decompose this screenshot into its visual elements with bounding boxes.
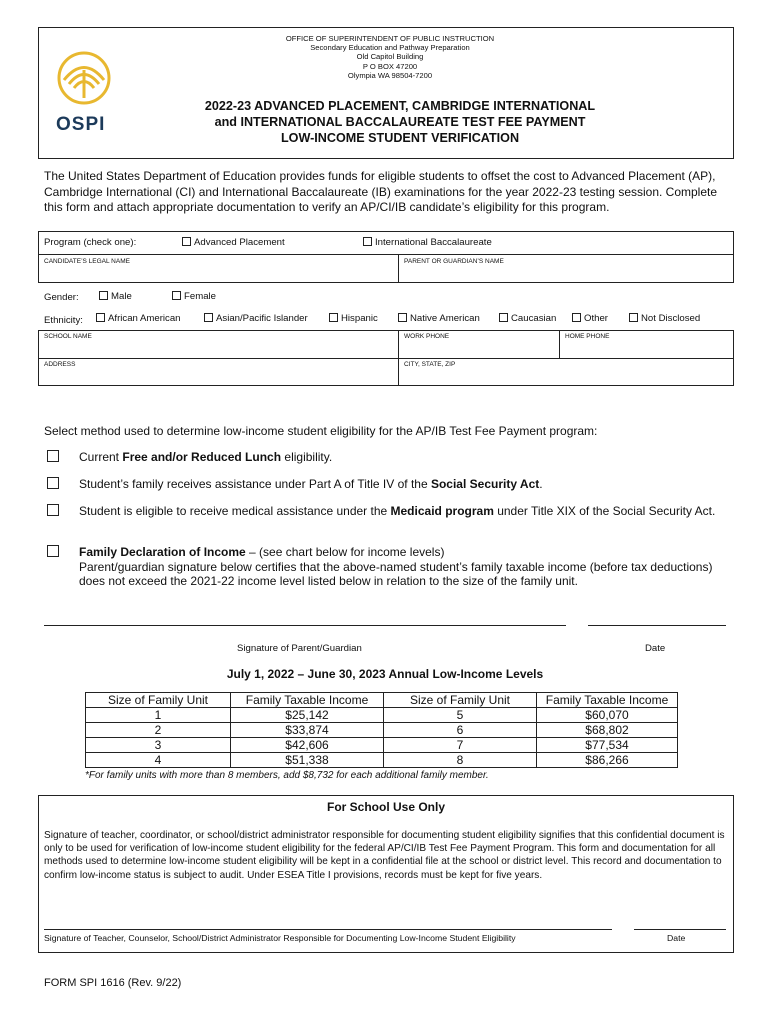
table-cell: $51,338 <box>231 753 384 768</box>
form-number: FORM SPI 1616 (Rev. 9/22) <box>44 977 182 989</box>
work-phone-label: WORK PHONE <box>404 333 450 340</box>
method-ssa-pre: Student’s family receives assistance under Part A of Title IV of the <box>79 477 431 491</box>
eth-caucasian-label: Caucasian <box>511 313 557 324</box>
parent-date-label: Date <box>645 643 666 654</box>
method-income-detail: Parent/guardian signature below certifies that the above-named student’s family taxable income (before tax deductions) does not exceed the 2021-22 income level listed below in relation to the size of the family unit. <box>79 559 713 588</box>
address-field[interactable] <box>38 358 399 386</box>
staff-date-label: Date <box>667 933 686 943</box>
eth-other-checkbox[interactable] <box>572 313 581 322</box>
eth-other-option[interactable] <box>572 313 608 324</box>
table-cell: 3 <box>86 738 231 753</box>
office-address <box>250 34 530 80</box>
table-header-cell: Family Taxable Income <box>231 693 384 708</box>
office-line: Secondary Education and Pathway Preparation <box>310 43 470 53</box>
staff-date-line[interactable] <box>634 929 726 930</box>
address-label: ADDRESS <box>44 361 76 368</box>
ethnicity-label: Ethnicity: <box>44 315 83 326</box>
title-line: and INTERNATIONAL BACCALAUREATE TEST FEE PAYMENT <box>214 115 586 129</box>
method-medicaid-pre: Student is eligible to receive medical assistance under the <box>79 504 391 518</box>
intro-paragraph: The United States Department of Education provides funds for eligible students to offset the cost to Advanced Placement (AP), Cambridge International (CI) and International Baccalaureate (IB) examinations for the year 2022-23 testing session. Complete this form and attach appropriate documentation to verify an AP/CI/IB candidate’s eligibility for this program. <box>44 169 718 214</box>
staff-signature-label: Signature of Teacher, Counselor, School/District Administrator Responsible for Documenting Low-Income Student Eligibility <box>44 933 516 943</box>
school-name-label: SCHOOL NAME <box>44 333 92 340</box>
program-ib-option[interactable] <box>363 237 492 248</box>
city-state-zip-label: CITY, STATE, ZIP <box>404 361 456 368</box>
program-ap-checkbox[interactable] <box>182 237 191 246</box>
method-income-text <box>79 545 729 589</box>
eth-hispanic-label: Hispanic <box>341 313 378 324</box>
eth-african-checkbox[interactable] <box>96 313 105 322</box>
program-ap-option[interactable] <box>182 237 285 248</box>
parent-name-label: PARENT OR GUARDIAN’S NAME <box>404 258 504 265</box>
gender-female-option[interactable] <box>172 291 216 302</box>
gender-label: Gender: <box>44 292 79 303</box>
eth-hispanic-option[interactable] <box>329 313 378 324</box>
method-ssa-text <box>79 477 729 492</box>
office-line: P O BOX 47200 <box>362 61 418 71</box>
method-income-checkbox[interactable] <box>47 545 59 557</box>
eth-african-label: African American <box>108 313 181 324</box>
title-line: LOW-INCOME STUDENT VERIFICATION <box>280 131 520 145</box>
table-header-cell: Size of Family Unit <box>384 693 537 708</box>
table-header-cell: Family Taxable Income <box>537 693 678 708</box>
gender-female-label: Female <box>184 291 216 302</box>
title-line: 2022-23 ADVANCED PLACEMENT, CAMBRIDGE INTERNATIONAL <box>204 99 596 113</box>
school-use-body: Signature of teacher, coordinator, or school/district administrator responsible for documenting student eligibility signifies that this confidential document is only to be used for verification of low-income student eligibility for the federal AP/CI/IB Test Fee Payment Program. This form and documentation for all methods used to determine low-income student eligibility will be kept in a confidential file at the school or district level. This record and documentation to confirm low-income status is subject to audit. Under ESEA Title I provisions, records must be kept for five years. <box>44 830 725 881</box>
home-phone-label: HOME PHONE <box>565 333 610 340</box>
program-ib-checkbox[interactable] <box>363 237 372 246</box>
table-cell: $42,606 <box>231 738 384 753</box>
table-cell: $77,534 <box>537 738 678 753</box>
program-ap-label: Advanced Placement <box>194 237 285 248</box>
table-cell: $25,142 <box>231 708 384 723</box>
method-lunch-post: eligibility. <box>281 450 333 464</box>
eth-other-label: Other <box>584 313 608 324</box>
eth-african-option[interactable] <box>96 313 181 324</box>
method-lunch-checkbox[interactable] <box>47 450 59 462</box>
method-medicaid-bold: Medicaid program <box>390 504 494 518</box>
eth-asian-checkbox[interactable] <box>204 313 213 322</box>
table-cell: 1 <box>86 708 231 723</box>
method-medicaid-text <box>79 504 729 519</box>
method-medicaid-checkbox[interactable] <box>47 504 59 516</box>
program-label: Program (check one): <box>44 237 137 248</box>
eth-native-option[interactable] <box>398 313 480 324</box>
program-ib-label: International Baccalaureate <box>375 237 492 248</box>
table-row <box>86 738 678 753</box>
staff-signature-line[interactable] <box>44 929 612 930</box>
ospi-logo-icon <box>56 50 112 106</box>
table-row <box>86 723 678 738</box>
parent-signature-label: Signature of Parent/Guardian <box>237 643 362 654</box>
gender-female-checkbox[interactable] <box>172 291 181 300</box>
income-title: July 1, 2022 – June 30, 2023 Annual Low-Income Levels <box>226 667 544 681</box>
income-footnote: *For family units with more than 8 members, add $8,732 for each additional family member. <box>85 770 489 781</box>
office-line: Olympia WA 98504-7200 <box>347 70 433 80</box>
method-income-post: – (see chart below for income levels) <box>245 545 445 559</box>
candidate-name-label: CANDIDATE’S LEGAL NAME <box>44 258 130 265</box>
method-ssa-post: . <box>539 477 543 491</box>
gender-male-label: Male <box>111 291 132 302</box>
table-cell: 7 <box>384 738 537 753</box>
table-cell: 4 <box>86 753 231 768</box>
gender-male-checkbox[interactable] <box>99 291 108 300</box>
eth-caucasian-checkbox[interactable] <box>499 313 508 322</box>
parent-signature-line[interactable] <box>44 625 566 626</box>
eth-not-label: Not Disclosed <box>641 313 701 324</box>
method-medicaid-post: under Title XIX of the Social Security Act. <box>493 504 716 518</box>
eth-not-checkbox[interactable] <box>629 313 638 322</box>
eth-hispanic-checkbox[interactable] <box>329 313 338 322</box>
method-lunch-pre: Current <box>79 450 123 464</box>
office-line: Old Capitol Building <box>356 52 424 62</box>
method-prompt: Select method used to determine low-income student eligibility for the AP/IB Test Fee Payment program: <box>44 424 598 438</box>
table-cell: 8 <box>384 753 537 768</box>
table-cell: 6 <box>384 723 537 738</box>
table-header-cell: Size of Family Unit <box>86 693 231 708</box>
table-header-row <box>86 693 678 708</box>
eth-native-checkbox[interactable] <box>398 313 407 322</box>
table-cell: $68,802 <box>537 723 678 738</box>
method-lunch-text <box>79 450 729 465</box>
method-ssa-bold: Social Security Act <box>430 477 540 491</box>
table-cell: 2 <box>86 723 231 738</box>
table-cell: $60,070 <box>537 708 678 723</box>
office-line: OFFICE OF SUPERINTENDENT OF PUBLIC INSTRUCTION <box>285 34 495 43</box>
eth-native-label: Native American <box>410 313 480 324</box>
school-name-field[interactable] <box>38 330 399 359</box>
parent-date-line[interactable] <box>588 625 726 626</box>
logo-text: OSPI <box>56 114 106 135</box>
method-income-bold: Family Declaration of Income <box>79 545 246 559</box>
method-lunch-bold: Free and/or Reduced Lunch <box>122 450 282 464</box>
form-title <box>130 98 670 146</box>
table-cell: $33,874 <box>231 723 384 738</box>
eth-asian-option[interactable] <box>204 313 308 324</box>
eth-caucasian-option[interactable] <box>499 313 556 324</box>
table-row <box>86 753 678 768</box>
school-use-title: For School Use Only <box>326 800 446 814</box>
table-row <box>86 708 678 723</box>
method-ssa-checkbox[interactable] <box>47 477 59 489</box>
gender-male-option[interactable] <box>99 291 132 302</box>
table-cell: $86,266 <box>537 753 678 768</box>
eth-asian-label: Asian/Pacific Islander <box>216 313 308 324</box>
table-cell: 5 <box>384 708 537 723</box>
eth-not-option[interactable] <box>629 313 700 324</box>
income-table <box>85 692 678 768</box>
